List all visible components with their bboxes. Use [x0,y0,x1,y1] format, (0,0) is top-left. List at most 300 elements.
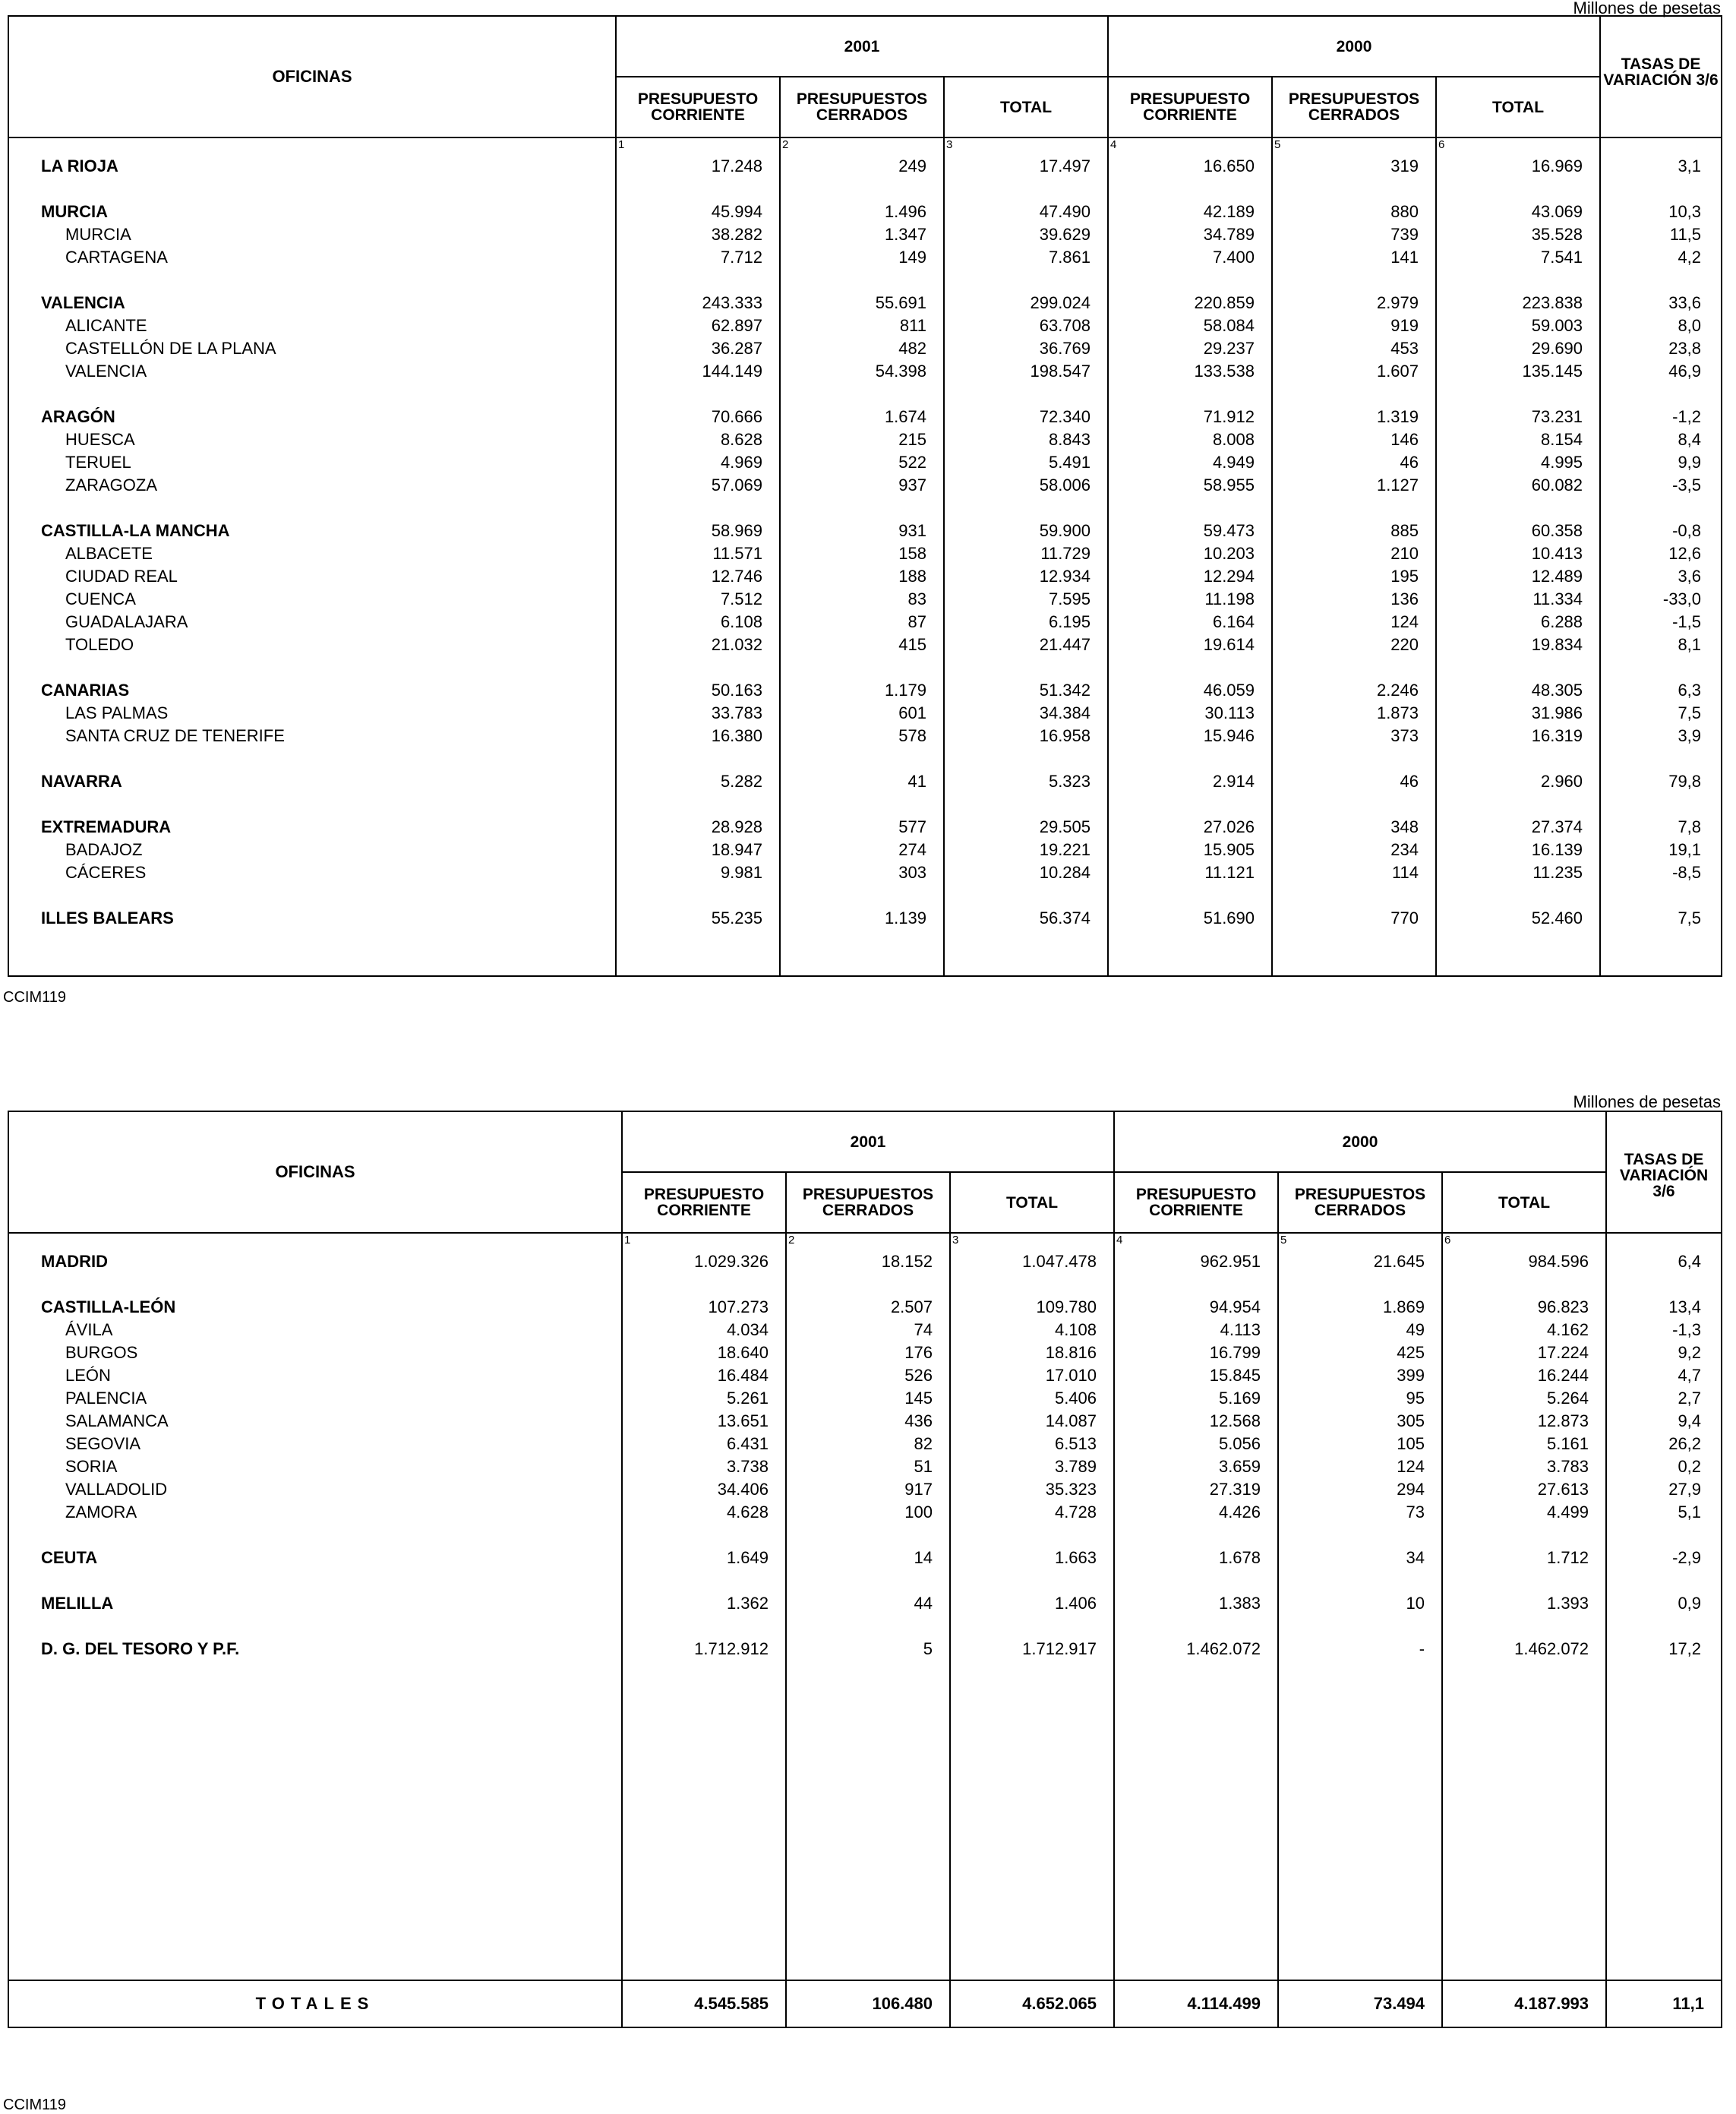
office-name: EXTREMADURA [8,816,616,839]
amount-cell: 2.979 [1272,292,1436,314]
amount-cell: 83 [780,588,944,611]
spacer-cell [950,1934,1114,1957]
amount-cell: 59.473 [1108,520,1272,542]
variation-rate: 3,9 [1600,725,1722,747]
amount-cell: 274 [780,839,944,861]
spacer-cell [1278,1934,1442,1957]
amount-cell: 1.712.912 [622,1638,786,1661]
spacer-cell [1600,747,1722,770]
variation-rate: 4,7 [1606,1364,1722,1387]
spacer-cell [622,1843,786,1866]
amount-cell: 16.319 [1436,725,1600,747]
office-name: HUESCA [8,428,616,451]
amount-cell: 3.783 [1442,1455,1606,1478]
spacer-cell [1606,1524,1722,1547]
spacer-cell [8,1888,622,1911]
spacer-cell [622,1934,786,1957]
spacer-cell [1442,1888,1606,1911]
spacer-cell [786,1706,950,1729]
amount-cell: 1.678 [1114,1547,1278,1569]
spacer-cell [1606,1774,1722,1797]
table-1-body [8,137,1722,976]
amount-cell: 303 [780,861,944,884]
amount-cell: 59.900 [944,520,1108,542]
column-index-cell: 3 [944,137,1108,155]
amount-cell: 27.374 [1436,816,1600,839]
column-index-cell [8,137,616,155]
spacer-row [8,1843,1722,1866]
spacer-cell [786,1524,950,1547]
spacer-cell [1272,383,1436,406]
amount-cell: 223.838 [1436,292,1600,314]
spacer-cell [622,1797,786,1820]
amount-cell: 87 [780,611,944,634]
spacer-cell [780,497,944,520]
spacer-cell [1272,953,1436,976]
amount-cell: 249 [780,155,944,178]
spacer-cell [786,1683,950,1706]
table-row [8,725,1722,747]
spacer-cell [950,1273,1114,1296]
amount-cell: 57.069 [616,474,780,497]
spacer-cell [1436,383,1600,406]
amount-cell: 7.595 [944,588,1108,611]
spacer-row [8,1957,1722,1980]
spacer-cell [8,1911,622,1934]
variation-rate: -1,5 [1600,611,1722,634]
spacer-row [8,793,1722,816]
amount-cell: 18.816 [950,1341,1114,1364]
variation-rate: 10,3 [1600,201,1722,223]
spacer-cell [1114,1820,1278,1843]
amount-cell: 60.358 [1436,520,1600,542]
amount-cell: 1.047.478 [950,1250,1114,1273]
amount-cell: 158 [780,542,944,565]
office-name: ARAGÓN [8,406,616,428]
spacer-cell [1108,656,1272,679]
spacer-cell [950,1797,1114,1820]
spacer-cell [8,1752,622,1774]
amount-cell: 29.690 [1436,337,1600,360]
spacer-cell [1278,1866,1442,1888]
spacer-cell [1606,1911,1722,1934]
spacer-row [8,1911,1722,1934]
spacer-cell [622,1729,786,1752]
spacer-row [8,1661,1722,1683]
amount-cell: 770 [1272,907,1436,930]
spacer-cell [1442,1911,1606,1934]
office-name: ILLES BALEARS [8,907,616,930]
spacer-cell [8,178,616,201]
variation-rate: 9,4 [1606,1410,1722,1433]
spacer-cell [944,793,1108,816]
amount-cell: 11.235 [1436,861,1600,884]
variation-rate: 7,5 [1600,907,1722,930]
header-tasas: TASAS DE VARIACIÓN 3/6 [1606,1111,1722,1233]
amount-cell: 18.640 [622,1341,786,1364]
spacer-cell [1606,1820,1722,1843]
variation-rate: -3,5 [1600,474,1722,497]
amount-cell: 4.426 [1114,1501,1278,1524]
amount-cell: 43.069 [1436,201,1600,223]
amount-cell: 72.340 [944,406,1108,428]
spacer-cell [1114,1615,1278,1638]
spacer-cell [8,1273,622,1296]
amount-cell: 58.084 [1108,314,1272,337]
amount-cell: 5.282 [616,770,780,793]
spacer-row [8,953,1722,976]
amount-cell: 962.951 [1114,1250,1278,1273]
spacer-cell [1114,1866,1278,1888]
spacer-row [8,1774,1722,1797]
amount-cell: 2.246 [1272,679,1436,702]
amount-cell: 6.513 [950,1433,1114,1455]
amount-cell: 8.843 [944,428,1108,451]
spacer-cell [1442,1843,1606,1866]
amount-cell: 5.264 [1442,1387,1606,1410]
spacer-cell [1278,1524,1442,1547]
spacer-cell [1442,1729,1606,1752]
variation-rate: 7,5 [1600,702,1722,725]
variation-rate: -2,9 [1606,1547,1722,1569]
amount-cell: 51.342 [944,679,1108,702]
amount-cell: 4.949 [1108,451,1272,474]
amount-cell: 2.914 [1108,770,1272,793]
amount-cell: 6.164 [1108,611,1272,634]
amount-cell: 5 [786,1638,950,1661]
variation-rate: 23,8 [1600,337,1722,360]
office-name: VALENCIA [8,360,616,383]
amount-cell: 10.203 [1108,542,1272,565]
variation-rate: 8,4 [1600,428,1722,451]
table-row [8,679,1722,702]
amount-cell: 16.244 [1442,1364,1606,1387]
amount-cell: 4.499 [1442,1501,1606,1524]
spacer-cell [1278,1752,1442,1774]
column-index-cell: 2 [780,137,944,155]
spacer-cell [622,1866,786,1888]
variation-rate: 3,6 [1600,565,1722,588]
amount-cell: 220 [1272,634,1436,656]
spacer-cell [616,930,780,953]
spacer-cell [1278,1820,1442,1843]
header-year-2001: 2001 [622,1111,1114,1172]
amount-cell: 34.384 [944,702,1108,725]
amount-cell: 27.319 [1114,1478,1278,1501]
header-cerrados-2000: PRESUPUESTOS CERRADOS [1272,77,1436,137]
table-row [8,907,1722,930]
amount-cell: 18.947 [616,839,780,861]
amount-cell: 220.859 [1108,292,1272,314]
amount-cell: 578 [780,725,944,747]
amount-cell: 29.505 [944,816,1108,839]
amount-cell: 41 [780,770,944,793]
spacer-cell [950,1683,1114,1706]
amount-cell: 16.969 [1436,155,1600,178]
amount-cell: 11.729 [944,542,1108,565]
amount-cell: 526 [786,1364,950,1387]
amount-cell: - [1278,1638,1442,1661]
units-label-2: Millones de pesetas [1573,1092,1721,1111]
amount-cell: 62.897 [616,314,780,337]
amount-cell: 7.712 [616,246,780,269]
amount-cell: 36.287 [616,337,780,360]
variation-rate: -33,0 [1600,588,1722,611]
spacer-cell [786,1843,950,1866]
column-index-cell: 5 [1278,1233,1442,1250]
header-year-2000: 2000 [1114,1111,1606,1172]
amount-cell: 51 [786,1455,950,1478]
amount-cell: 198.547 [944,360,1108,383]
spacer-cell [944,383,1108,406]
variation-rate: 8,0 [1600,314,1722,337]
amount-cell: 135.145 [1436,360,1600,383]
spacer-cell [950,1774,1114,1797]
spacer-cell [1606,1683,1722,1706]
spacer-cell [1436,953,1600,976]
column-index-cell: 4 [1108,137,1272,155]
spacer-cell [1278,1729,1442,1752]
spacer-cell [786,1774,950,1797]
office-name: BURGOS [8,1341,622,1364]
spacer-cell [1272,930,1436,953]
amount-cell: 12.294 [1108,565,1272,588]
amount-cell: 46.059 [1108,679,1272,702]
spacer-cell [1278,1661,1442,1683]
spacer-cell [8,1934,622,1957]
table-row [8,428,1722,451]
header-oficinas: OFICINAS [8,16,616,137]
spacer-cell [1278,1888,1442,1911]
spacer-cell [950,1706,1114,1729]
spacer-cell [1600,269,1722,292]
spacer-cell [8,497,616,520]
spacer-cell [1442,1820,1606,1843]
spacer-cell [950,1820,1114,1843]
spacer-cell [1114,1797,1278,1820]
totals-value: 4.114.499 [1114,1980,1278,2027]
office-name: ZAMORA [8,1501,622,1524]
variation-rate: 3,1 [1600,155,1722,178]
table-row [8,542,1722,565]
amount-cell: 5.261 [622,1387,786,1410]
amount-cell: 114 [1272,861,1436,884]
spacer-cell [1606,1843,1722,1866]
spacer-cell [780,793,944,816]
amount-cell: 144.149 [616,360,780,383]
spacer-cell [780,269,944,292]
amount-cell: 12.568 [1114,1410,1278,1433]
table-row [8,201,1722,223]
amount-cell: 124 [1278,1455,1442,1478]
spacer-cell [1114,1683,1278,1706]
spacer-cell [950,1752,1114,1774]
office-name: CARTAGENA [8,246,616,269]
spacer-cell [1442,1273,1606,1296]
header-cerrados-2001: PRESUPUESTOS CERRADOS [786,1172,950,1233]
amount-cell: 7.512 [616,588,780,611]
spacer-cell [1278,1957,1442,1980]
amount-cell: 105 [1278,1433,1442,1455]
variation-rate: 5,1 [1606,1501,1722,1524]
office-name: CANARIAS [8,679,616,702]
table-row [8,1410,1722,1433]
spacer-row [8,656,1722,679]
amount-cell: 215 [780,428,944,451]
amount-cell: 453 [1272,337,1436,360]
amount-cell: 6.431 [622,1433,786,1455]
amount-cell: 4.728 [950,1501,1114,1524]
amount-cell: 13.651 [622,1410,786,1433]
table-row [8,861,1722,884]
amount-cell: 1.674 [780,406,944,428]
office-name: MADRID [8,1250,622,1273]
spacer-cell [1278,1843,1442,1866]
spacer-cell [1278,1273,1442,1296]
amount-cell: 11.334 [1436,588,1600,611]
spacer-cell [616,793,780,816]
amount-cell: 15.845 [1114,1364,1278,1387]
amount-cell: 74 [786,1319,950,1341]
spacer-cell [780,656,944,679]
amount-cell: 1.383 [1114,1592,1278,1615]
spacer-row [8,1752,1722,1774]
amount-cell: 58.969 [616,520,780,542]
amount-cell: 234 [1272,839,1436,861]
totals-label: TOTALES [8,1980,622,2027]
amount-cell: 4.108 [950,1319,1114,1341]
column-index-cell: 2 [786,1233,950,1250]
spacer-cell [944,884,1108,907]
spacer-cell [1436,497,1600,520]
amount-cell: 399 [1278,1364,1442,1387]
table-row [8,839,1722,861]
amount-cell: 319 [1272,155,1436,178]
amount-cell: 136 [1272,588,1436,611]
amount-cell: 71.912 [1108,406,1272,428]
amount-cell: 482 [780,337,944,360]
spacer-cell [616,178,780,201]
spacer-cell [1114,1934,1278,1957]
amount-cell: 141 [1272,246,1436,269]
header-corriente-2000: PRESUPUESTO CORRIENTE [1114,1172,1278,1233]
spacer-cell [8,1843,622,1866]
spacer-cell [1442,1866,1606,1888]
spacer-cell [8,656,616,679]
spacer-cell [8,1820,622,1843]
amount-cell: 3.789 [950,1455,1114,1478]
amount-cell: 70.666 [616,406,780,428]
amount-cell: 5.323 [944,770,1108,793]
spacer-cell [1108,383,1272,406]
amount-cell: 1.663 [950,1547,1114,1569]
spacer-cell [780,953,944,976]
office-name: CEUTA [8,1547,622,1569]
spacer-cell [8,1683,622,1706]
spacer-cell [622,1752,786,1774]
table-row [8,1638,1722,1661]
amount-cell: 29.237 [1108,337,1272,360]
amount-cell: 1.873 [1272,702,1436,725]
amount-cell: 94.954 [1114,1296,1278,1319]
amount-cell: 8.008 [1108,428,1272,451]
amount-cell: 1.179 [780,679,944,702]
table-row [8,292,1722,314]
spacer-cell [1108,269,1272,292]
table-row [8,1319,1722,1341]
amount-cell: 60.082 [1436,474,1600,497]
table-row [8,770,1722,793]
amount-cell: 19.614 [1108,634,1272,656]
spacer-cell [786,1615,950,1638]
spacer-cell [1272,178,1436,201]
office-name: ALICANTE [8,314,616,337]
spacer-cell [8,1729,622,1752]
amount-cell: 11.198 [1108,588,1272,611]
spacer-cell [8,884,616,907]
spacer-cell [622,1957,786,1980]
office-name: LA RIOJA [8,155,616,178]
totals-value: 73.494 [1278,1980,1442,2027]
spacer-cell [8,793,616,816]
spacer-cell [1606,1729,1722,1752]
spacer-cell [1600,953,1722,976]
office-name: NAVARRA [8,770,616,793]
spacer-row [8,1866,1722,1888]
amount-cell: 7.541 [1436,246,1600,269]
amount-cell: 12.489 [1436,565,1600,588]
spacer-cell [1606,1569,1722,1592]
spacer-row [8,1615,1722,1638]
amount-cell: 299.024 [944,292,1108,314]
spacer-cell [616,656,780,679]
amount-cell: 4.162 [1442,1319,1606,1341]
table-row [8,406,1722,428]
spacer-cell [1114,1888,1278,1911]
spacer-cell [1600,178,1722,201]
amount-cell: 124 [1272,611,1436,634]
amount-cell: 21.032 [616,634,780,656]
amount-cell: 16.139 [1436,839,1600,861]
spacer-cell [1442,1569,1606,1592]
amount-cell: 6.288 [1436,611,1600,634]
office-name: VALENCIA [8,292,616,314]
amount-cell: 15.946 [1108,725,1272,747]
amount-cell: 36.769 [944,337,1108,360]
amount-cell: 917 [786,1478,950,1501]
spacer-row [8,1729,1722,1752]
spacer-cell [950,1524,1114,1547]
variation-rate: 2,7 [1606,1387,1722,1410]
table-row [8,634,1722,656]
column-index-cell: 6 [1442,1233,1606,1250]
office-name: MELILLA [8,1592,622,1615]
amount-cell: 4.969 [616,451,780,474]
amount-cell: 1.139 [780,907,944,930]
spacer-cell [622,1273,786,1296]
variation-rate: 19,1 [1600,839,1722,861]
table-row [8,360,1722,383]
variation-rate: 6,3 [1600,679,1722,702]
spacer-cell [1114,1569,1278,1592]
spacer-cell [1108,793,1272,816]
amount-cell: 188 [780,565,944,588]
spacer-cell [8,1706,622,1729]
spacer-cell [1600,656,1722,679]
spacer-cell [1442,1524,1606,1547]
amount-cell: 14 [786,1547,950,1569]
amount-cell: 34.789 [1108,223,1272,246]
